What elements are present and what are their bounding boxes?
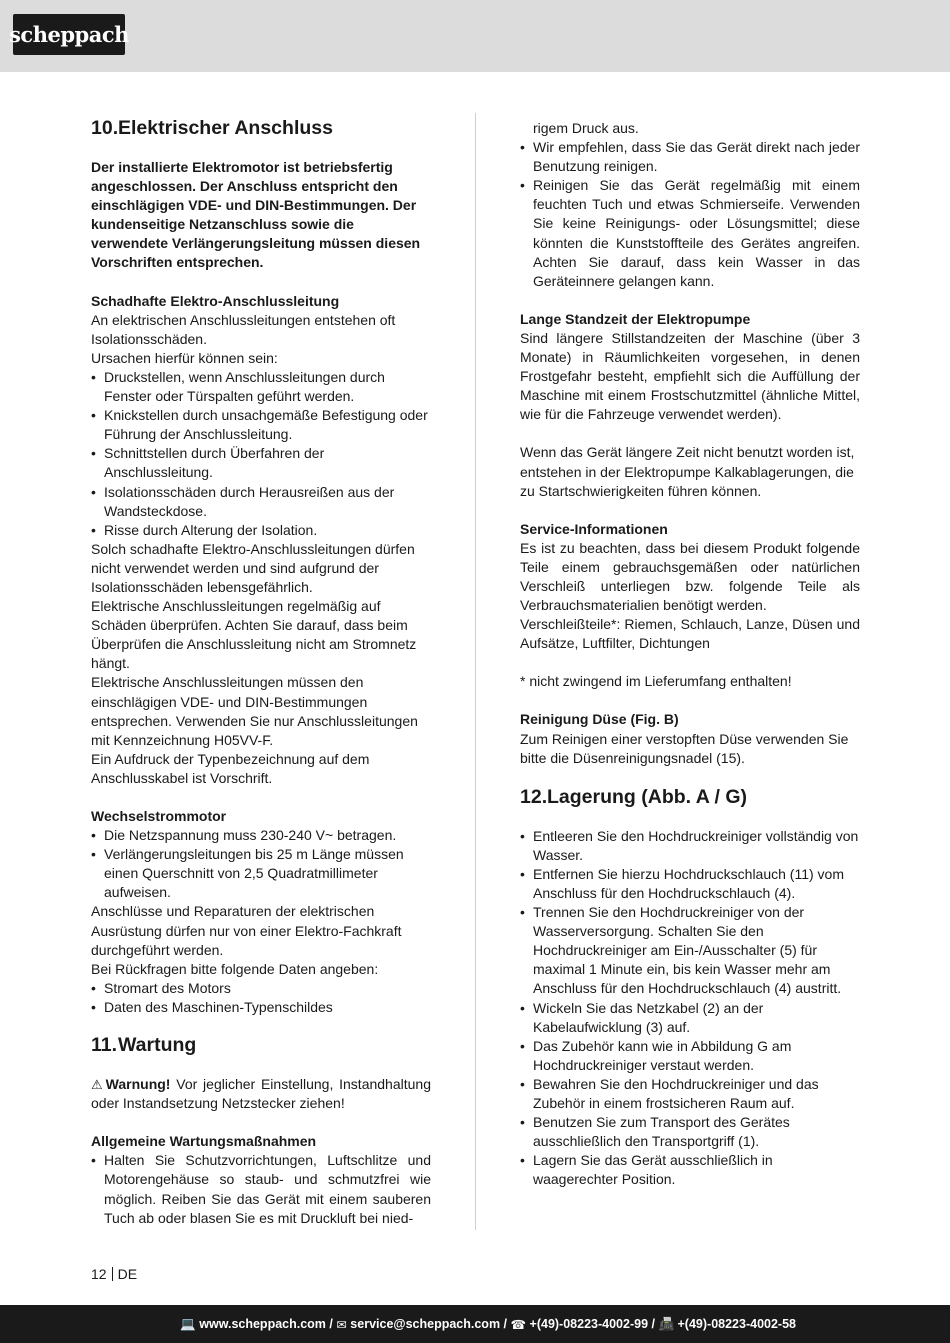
website-link[interactable]: www.scheppach.com [199,1317,326,1331]
list-item: • Die Netzspannung muss 230-240 V~ betragen. [91,826,431,845]
header-band [0,0,950,72]
page-number: 12 DE [91,1266,138,1282]
mail-icon: ✉ [336,1317,351,1332]
list-item: • Verlängerungsleitungen bis 25 m Länge müssen einen Querschnitt von 2,5 Quadratmillimeter aufweisen. [91,845,431,902]
warning-paragraph: ⚠ Warnung! Vor jeglicher Einstellung, Instandhaltung oder Instandsetzung Netzstecker ziehen! [91,1076,431,1112]
footer-band: 💻 www.scheppach.com / ✉ service@scheppach.com / ☎ +(49)-08223-4002-99 / 📠 +(49)-08223-4002-58 [0,1305,950,1343]
list-item: • Wir empfehlen, dass Sie das Gerät direkt nach jeder Benutzung reinigen. [520,138,860,176]
list-item: • Entfernen Sie hierzu Hochdruckschlauch (11) vom Anschluss für den Hochdruckschlauch (4). [520,865,860,903]
bullet-list-maintenance [91,1151,431,1227]
paragraph: Ein Aufdruck der Typenbezeichnung auf dem Anschlusskabel ist Vorschrift. [91,750,370,786]
paragraph: Elektrische Anschlussleitungen regelmäßig auf Schäden überprüfen. Achten Sie darauf, dass beim Überprüfen die Anschlussleitung nicht am Stromnetz hängt. [91,598,417,672]
list-item: • Halten Sie Schutzvorrichtungen, Luftschlitze und Motorengehäuse so staub- und schmutzfrei wie möglich. Reiben Sie das Gerät mit einem sauberen Tuch ab oder blasen Sie es mit Druckluft bei nied- [91,1151,431,1227]
warning-label: Warnung! [105,1076,171,1093]
paragraph: Sind längere Stillstandzeiten der Maschine (über 3 Monate) in Räumlichkeiten vorgesehen, in denen Frostgefahr besteht, empfiehlt sich die Auffüllung der Maschine mit einem Frostschutzmittel (ähnliche Mittel, wie für die Fahrzeuge verwendet werden). [520,329,860,423]
subheading-maintenance: Allgemeine Wartungsmaßnahmen [91,1133,317,1150]
logo-text: scheppach [9,22,129,47]
paragraph: Ursachen hierfür können sein: [91,349,278,366]
bullet-list-data [91,979,431,1017]
paragraph: Wenn das Gerät längere Zeit nicht benutzt worden ist, entstehen in der Elektropumpe Kalkablagerungen, die zu Startschwierigkeiten führen können. [520,444,855,499]
paragraph: Es ist zu beachten, dass bei diesem Produkt folgende Teile einem gebrauchsgemäßen oder natürlichen Verschleiß unterliegen bzw. folgende Teile als Verbrauchsmaterialien benötigt werden. [520,539,860,614]
list-item: • Das Zubehör kann wie in Abbildung G am Hochdruckreiniger verstaut werden. [520,1037,860,1075]
subheading-damaged-cable: Schadhafte Elektro-Anschlussleitung [91,292,340,309]
list-item: • Trennen Sie den Hochdruckreiniger von der Wasserversorgung. Schalten Sie den Hochdruckreiniger am Ein-/Ausschalter (5) für maximal 1 Minute ein, bis kein Wasser mehr am Anschluss für den Hochdruckschlauch (4) austritt. [520,903,860,998]
computer-icon: 💻 [180,1316,200,1331]
list-item: • Risse durch Alterung der Isolation. [91,521,431,540]
footnote: * nicht zwingend im Lieferumfang enthalten! [520,673,792,690]
paragraph: Zum Reinigen einer verstopften Düse verwenden Sie bitte die Düsenreinigungsnadel (15). [520,730,849,766]
phone-icon: ☎ [510,1317,530,1332]
list-item: • Reinigen Sie das Gerät regelmäßig mit einem feuchten Tuch und etwas Schmierseife. Verwenden Sie keine Reinigungs- oder Lösungsmittel; diese könnten die Kunststoffteile des Gerätes angreifen. Achten Sie darauf, dass kein Wasser in das Geräteinnere gelangen kann. [520,176,860,291]
list-item: • Lagern Sie das Gerät ausschließlich in waagerechter Position. [520,1151,860,1189]
column-divider [475,113,476,1230]
list-item: • Stromart des Motors [91,979,431,998]
bullet-list-cleaning [520,138,860,291]
section-10-heading: 10.Elektrischer Anschluss [91,117,333,139]
warning-icon: ⚠ [91,1077,103,1093]
paragraph: Anschlüsse und Reparaturen der elektrischen Ausrüstung dürfen nur von einer Elektro-Fachkraft durchgeführt werden. [91,903,402,958]
paragraph: Verschleißteile*: Riemen, Schlauch, Lanze, Düsen und Aufsätze, Luftfilter, Dichtungen [520,616,860,652]
subheading-service-info: Service-Informationen [520,520,668,537]
bullet-list-ac-motor [91,826,431,902]
fax-icon: 📠 [658,1316,678,1331]
section-10-intro: Der installierte Elektromotor ist betriebsfertig angeschlossen. Der Anschluss entspricht den einschlägigen VDE- und DIN-Bestimmungen. Der kundenseitige Netzanschluss sowie die verwendete Verlängerungsleitung müssen diesen Vorschriften entsprechen. [91,159,421,271]
paragraph: An elektrischen Anschlussleitungen entstehen oft Isolationsschäden. [91,311,396,347]
list-item: • Benutzen Sie zum Transport des Gerätes ausschließlich den Transportgriff (1). [520,1113,860,1151]
list-item: • Druckstellen, wenn Anschlussleitungen durch Fenster oder Türspalten geführt werden. [91,368,431,406]
left-column [91,116,431,1228]
subheading-nozzle-cleaning: Reinigung Düse (Fig. B) [520,711,679,728]
section-11-heading: 11.Wartung [91,1034,197,1057]
section-12-heading: 12.Lagerung (Abb. A / G) [520,785,748,808]
subheading-ac-motor: Wechselstrommotor [91,808,227,824]
list-item: • Knickstellen durch unsachgemäße Befestigung oder Führung der Anschlussleitung. [91,406,431,444]
list-item: • Wickeln Sie das Netzkabel (2) an der Kabelaufwicklung (3) auf. [520,999,860,1037]
paragraph: Elektrische Anschlussleitungen müssen den einschlägigen VDE- und DIN-Bestimmungen entsprechen. Verwenden Sie nur Anschlussleitungen mit Kennzeichnung H05VV-F. [91,674,418,748]
list-item: • Schnittstellen durch Überfahren der Anschlussleitung. [91,444,431,482]
email-link[interactable]: service@scheppach.com [350,1317,501,1331]
list-item: • Entleeren Sie den Hochdruckreiniger vollständig von Wasser. [520,827,860,865]
subheading-long-standstill: Lange Standzeit der Elektropumpe [520,310,751,327]
fax-number: +(49)-08223-4002-58 [677,1317,796,1331]
list-item: • Daten des Maschinen-Typenschildes [91,998,431,1017]
paragraph: Bei Rückfragen bitte folgende Daten angeben: [91,960,379,977]
list-item: • Bewahren Sie den Hochdruckreiniger und das Zubehör in einem frostsicheren Raum auf. [520,1075,860,1113]
list-item: • Isolationsschäden durch Herausreißen aus der Wandsteckdose. [91,483,431,521]
bullet-list-causes [91,368,431,540]
list-item-continuation: rigem Druck aus. [533,120,639,136]
phone-number: +(49)-08223-4002-99 [529,1317,649,1331]
brand-logo [9,14,129,55]
paragraph: Solch schadhafte Elektro-Anschlussleitungen dürfen nicht verwendet werden und sind aufgrund der Isolationsschäden lebensgefährlich. [91,540,415,595]
right-column [520,119,860,1190]
bullet-list-storage [520,827,860,1190]
